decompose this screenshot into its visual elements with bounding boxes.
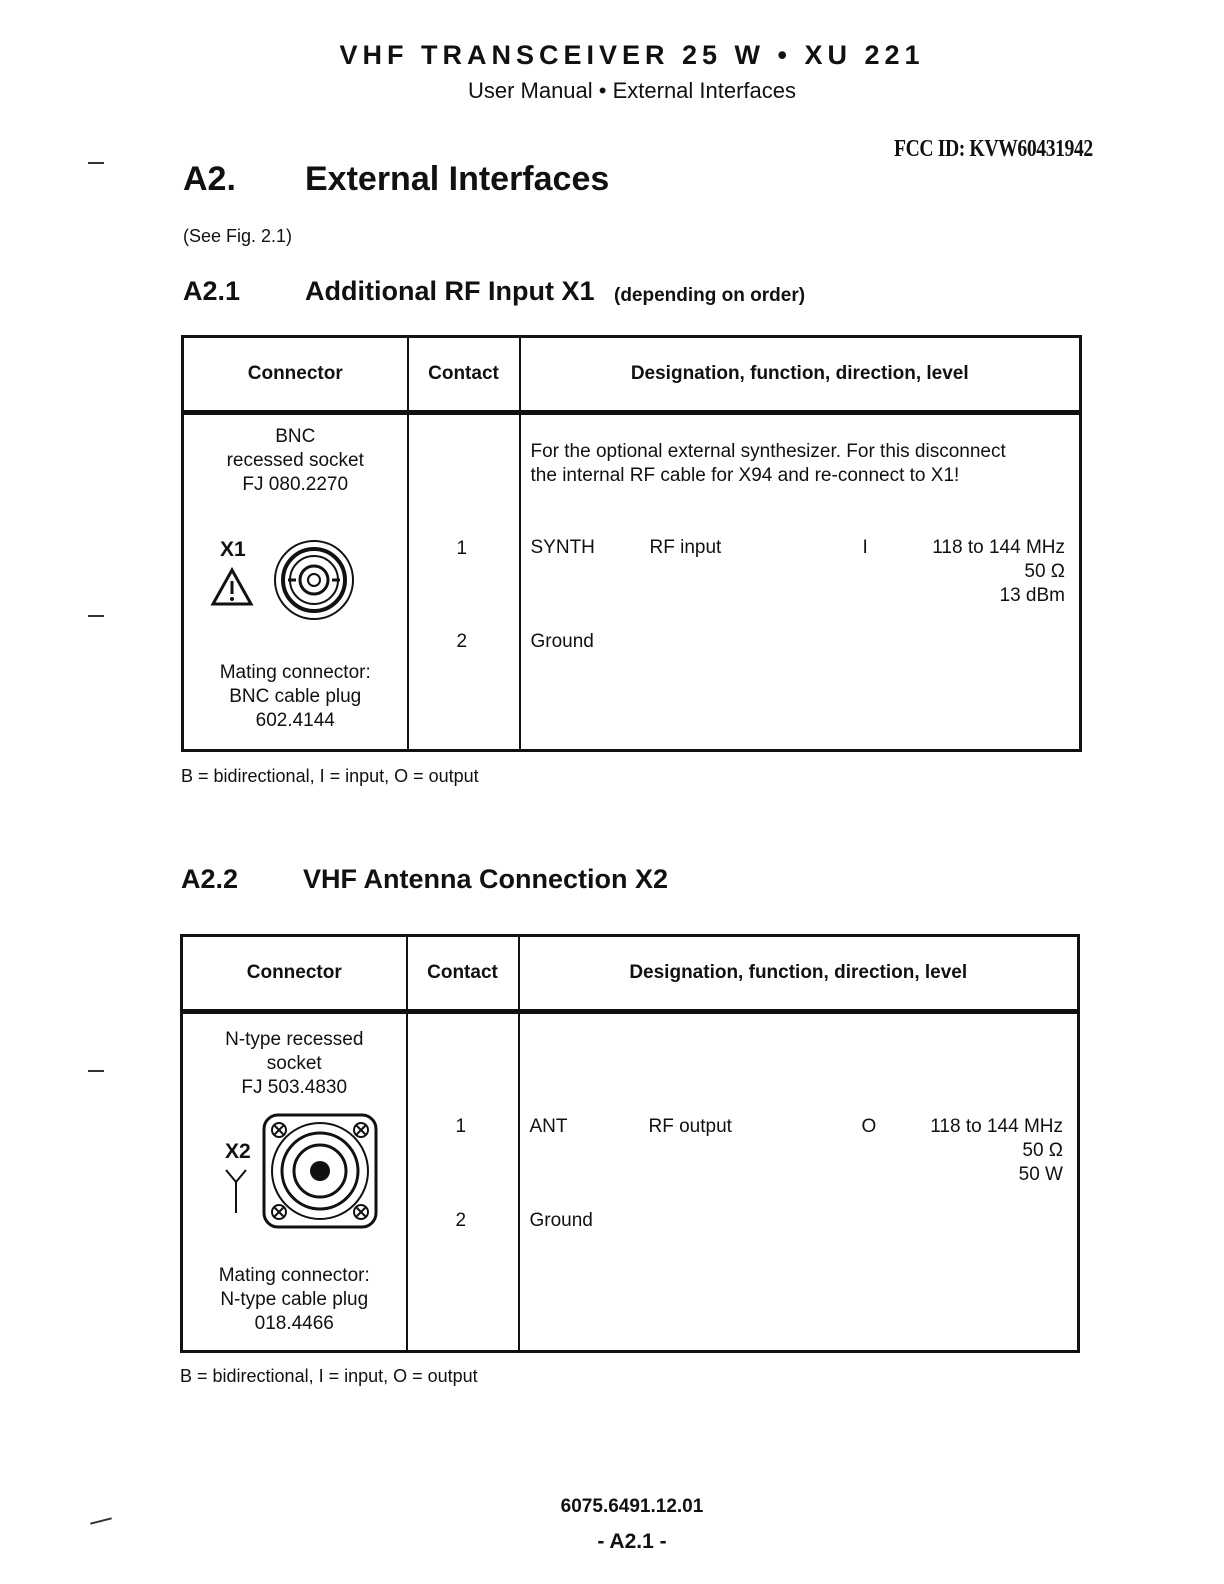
contact-number: 1 bbox=[456, 538, 468, 559]
mating-connector-type: N-type cable plug bbox=[220, 1289, 369, 1310]
signal-direction: O bbox=[861, 1116, 877, 1137]
mating-connector-part-number: 602.4144 bbox=[255, 710, 335, 731]
margin-mark bbox=[88, 1070, 104, 1072]
connector-part-number: FJ 080.2270 bbox=[242, 474, 349, 495]
connector-type: socket bbox=[266, 1053, 322, 1074]
designation-intro: For the optional external synthesizer. For this disconnect bbox=[530, 441, 1006, 462]
antenna-icon bbox=[223, 1168, 249, 1214]
section-qualifier: (depending on order) bbox=[614, 285, 806, 306]
chapter-title: External Interfaces bbox=[305, 160, 610, 198]
document-number: 6075.6491.12.01 bbox=[560, 1496, 704, 1517]
margin-mark bbox=[88, 162, 104, 164]
mating-connector-label: Mating connector: bbox=[218, 1265, 370, 1286]
contact-number: 1 bbox=[455, 1116, 467, 1137]
header-connector: Connector bbox=[183, 337, 408, 413]
connector-cell bbox=[182, 1012, 407, 1352]
signal-level: 118 to 144 MHz bbox=[930, 1116, 1063, 1137]
mating-connector-part-number: 018.4466 bbox=[254, 1313, 334, 1334]
header-contact: Contact bbox=[408, 337, 520, 413]
connector-table-x1 bbox=[181, 335, 1082, 752]
document-subtitle: User Manual • External Interfaces bbox=[467, 78, 797, 103]
signal-name: ANT bbox=[529, 1116, 568, 1137]
connector-type: recessed socket bbox=[226, 450, 364, 471]
warning-icon bbox=[210, 567, 254, 607]
section-number: A2.1 bbox=[183, 276, 241, 306]
connector-type: BNC bbox=[275, 426, 316, 447]
header-designation: Designation, function, direction, level bbox=[520, 337, 1081, 413]
mating-connector-label: Mating connector: bbox=[219, 662, 371, 683]
connector-part-number: FJ 503.4830 bbox=[241, 1077, 348, 1098]
signal-function: RF input bbox=[649, 537, 722, 558]
direction-legend: B = bidirectional, I = input, O = output bbox=[181, 766, 479, 786]
margin-mark bbox=[90, 1517, 112, 1524]
signal-power: 13 dBm bbox=[999, 585, 1065, 606]
header-connector: Connector bbox=[182, 936, 407, 1012]
signal-power: 50 W bbox=[1018, 1164, 1063, 1185]
connector-cell bbox=[183, 413, 408, 751]
connector-type: N-type recessed bbox=[225, 1029, 364, 1050]
signal-name: Ground bbox=[530, 631, 594, 652]
section-title: VHF Antenna Connection X2 bbox=[303, 864, 669, 894]
designation-intro: the internal RF cable for X94 and re-connect to X1! bbox=[530, 465, 960, 486]
margin-mark bbox=[88, 615, 104, 617]
signal-impedance: 50 Ω bbox=[1022, 1140, 1063, 1161]
signal-name: SYNTH bbox=[530, 537, 595, 558]
signal-impedance: 50 Ω bbox=[1024, 561, 1065, 582]
chapter-number: A2. bbox=[183, 160, 236, 198]
designation-cell bbox=[520, 413, 1081, 751]
n-type-socket-icon bbox=[261, 1112, 379, 1230]
contact-number: 2 bbox=[456, 631, 468, 652]
signal-function: RF output bbox=[648, 1116, 732, 1137]
header-contact: Contact bbox=[407, 936, 519, 1012]
fcc-id: FCC ID: KVW60431942 bbox=[894, 136, 1093, 162]
contact-cell bbox=[408, 413, 520, 751]
section-number: A2.2 bbox=[181, 864, 239, 894]
document-title: VHF TRANSCEIVER 25 W • XU 221 bbox=[339, 40, 925, 70]
connector-table-x2 bbox=[180, 934, 1080, 1353]
signal-direction: I bbox=[862, 537, 868, 558]
signal-name: Ground bbox=[529, 1210, 593, 1231]
section-title: Additional RF Input X1 bbox=[305, 276, 595, 306]
connector-label: X2 bbox=[225, 1140, 251, 1163]
designation-cell bbox=[519, 1012, 1079, 1352]
page-number: - A2.1 - bbox=[597, 1530, 667, 1553]
mating-connector-type: BNC cable plug bbox=[229, 686, 362, 707]
signal-level: 118 to 144 MHz bbox=[932, 537, 1065, 558]
contact-number: 2 bbox=[455, 1210, 467, 1231]
bnc-socket-icon bbox=[272, 538, 356, 622]
figure-reference: (See Fig. 2.1) bbox=[183, 226, 293, 246]
header-designation: Designation, function, direction, level bbox=[519, 936, 1079, 1012]
connector-label: X1 bbox=[220, 538, 246, 561]
contact-cell bbox=[407, 1012, 519, 1352]
direction-legend: B = bidirectional, I = input, O = output bbox=[180, 1366, 478, 1386]
